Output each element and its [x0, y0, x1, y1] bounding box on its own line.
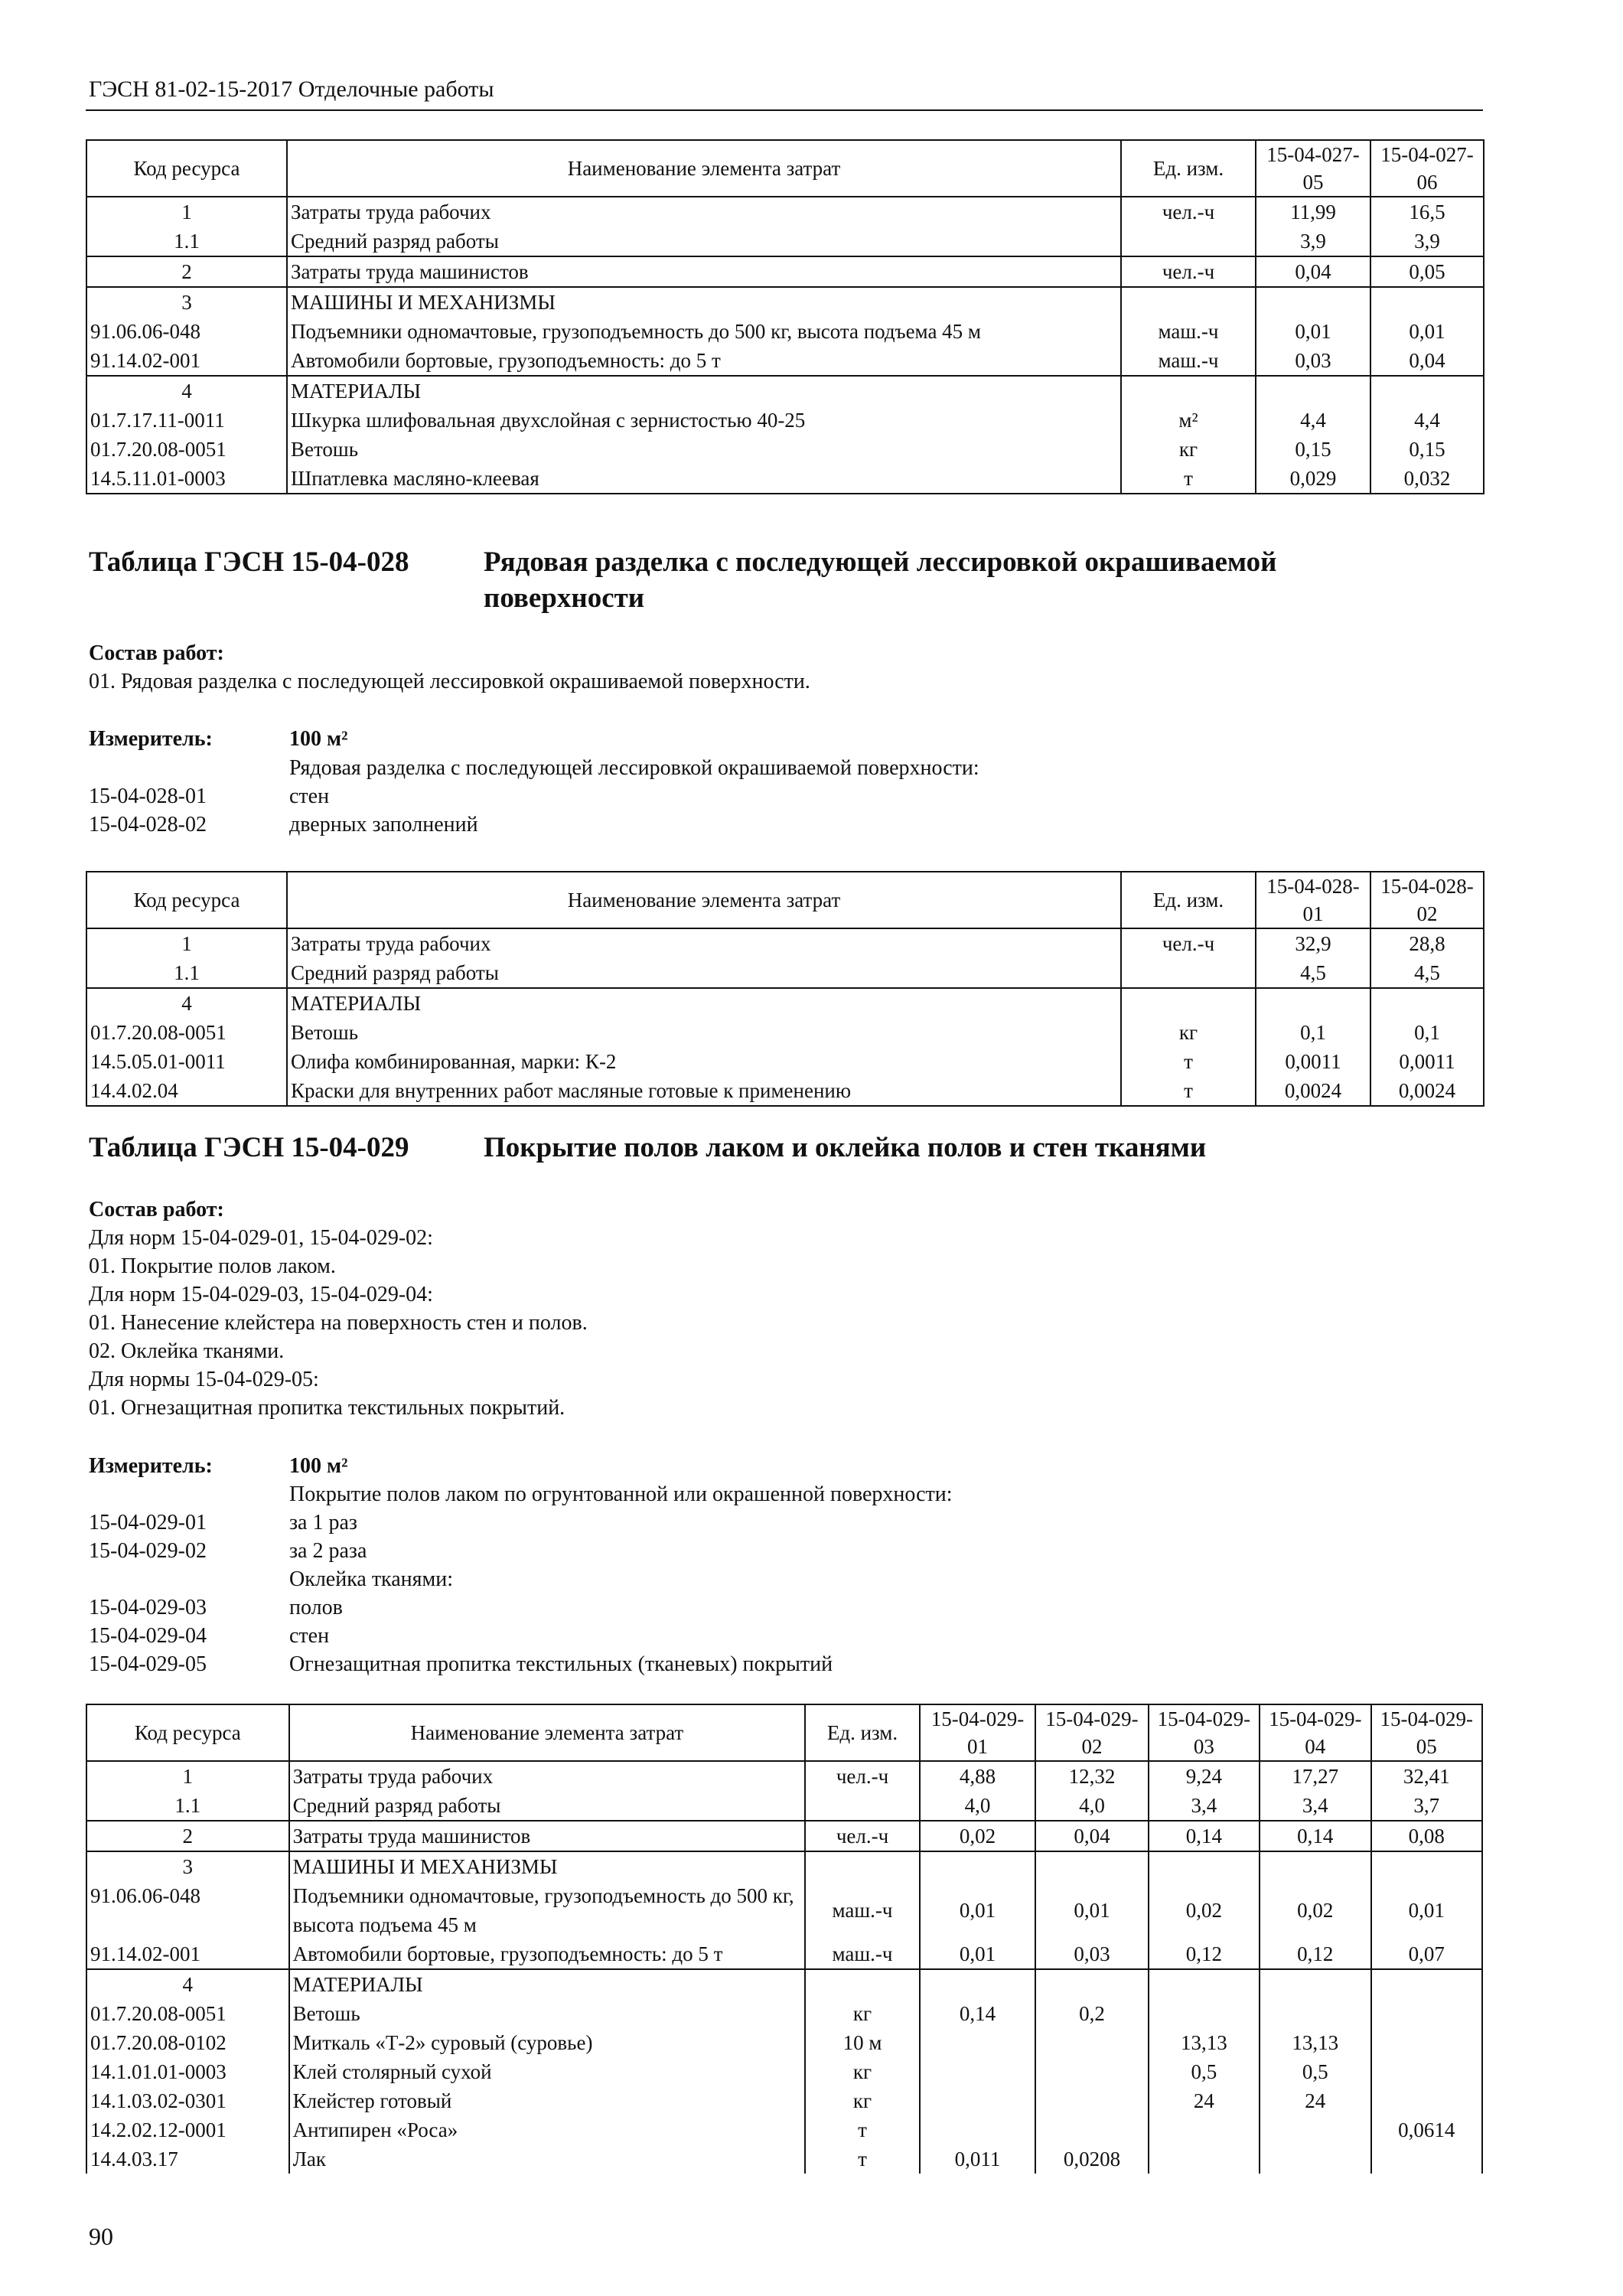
cell-unit: т: [1121, 464, 1256, 494]
cell-code: 2: [86, 256, 287, 287]
cell-value: 0,01: [1035, 1881, 1148, 1939]
norm-desc: Огнезащитная пропитка текстильных (тканевых) покрытий: [289, 1652, 833, 1676]
cell-code: 14.4.02.04: [86, 1076, 287, 1106]
cell-unit: 10 м: [805, 2028, 919, 2057]
cell-value: 32,9: [1256, 928, 1370, 958]
cell-value: 0,0208: [1035, 2144, 1148, 2174]
sostav-label-029: Состав работ:: [89, 1198, 224, 1221]
col-header-norm: 15-04-027-06: [1370, 140, 1484, 197]
cell-value: 9,24: [1149, 1761, 1260, 1791]
cell-code: 1: [86, 197, 287, 227]
cell-unit: маш.-ч: [1121, 317, 1256, 346]
cell-value: 32,41: [1371, 1761, 1482, 1791]
cell-name: Лак: [289, 2144, 806, 2174]
cell-value: 0,0011: [1370, 1047, 1484, 1076]
col-header-code: Код ресурса: [86, 872, 287, 928]
cell-value: 0,0011: [1256, 1047, 1370, 1076]
table-label-029: Таблица ГЭСН 15-04-029: [89, 1132, 409, 1163]
sostav-line: 01. Нанесение клейстера на поверхность стен и полов.: [89, 1311, 588, 1335]
cell-unit: [805, 1969, 919, 1999]
table-row: [86, 346, 1484, 376]
cell-value: [1149, 1851, 1260, 1881]
cell-value: [1260, 1999, 1370, 2028]
cell-value: [1260, 1851, 1370, 1881]
col-header-unit: Ед. изм.: [1121, 872, 1256, 928]
cell-code: 3: [86, 1851, 289, 1881]
cell-code: 14.1.01.01-0003: [86, 2057, 289, 2086]
col-header-norm: 15-04-029-01: [920, 1704, 1035, 1761]
table-row: [86, 287, 1484, 317]
cell-section: МАТЕРИАЛЫ: [289, 1969, 806, 1999]
cell-value: [1371, 2028, 1482, 2057]
page-header: ГЭСН 81-02-15-2017 Отделочные работы: [89, 77, 494, 102]
cell-value: 0,02: [1260, 1881, 1370, 1939]
cell-value: 0,14: [1260, 1821, 1370, 1851]
norm-desc: за 1 раз: [289, 1511, 357, 1534]
cell-value: [1035, 2086, 1148, 2115]
cell-value: 11,99: [1256, 197, 1370, 227]
cell-value: [1370, 287, 1484, 317]
cell-section: МАТЕРИАЛЫ: [287, 376, 1121, 406]
cell-value: 0,2: [1035, 1999, 1148, 2028]
cell-unit: кг: [1121, 1018, 1256, 1047]
col-header-name: Наименование элемента затрат: [289, 1704, 806, 1761]
cell-value: 13,13: [1149, 2028, 1260, 2057]
norm-desc: за 2 раза: [289, 1539, 367, 1563]
cell-value: [1260, 2115, 1370, 2144]
cell-value: 0,1: [1370, 1018, 1484, 1047]
cell-code: 4: [86, 376, 287, 406]
cell-value: 0,12: [1260, 1939, 1370, 1969]
cell-value: 3,7: [1371, 1791, 1482, 1821]
cell-value: 0,02: [920, 1821, 1035, 1851]
cell-value: 0,01: [1370, 317, 1484, 346]
cell-value: 4,0: [1035, 1791, 1148, 1821]
cell-value: 3,4: [1149, 1791, 1260, 1821]
cell-value: 16,5: [1370, 197, 1484, 227]
cell-code: 4: [86, 1969, 289, 1999]
cell-value: 0,03: [1256, 346, 1370, 376]
table-row: [86, 1881, 1482, 1939]
cell-value: 0,15: [1370, 435, 1484, 464]
cell-value: 0,15: [1256, 435, 1370, 464]
cell-value: [1371, 1999, 1482, 2028]
cell-value: [1371, 2086, 1482, 2115]
cell-value: 0,0024: [1370, 1076, 1484, 1106]
cell-value: [1149, 1999, 1260, 2028]
cell-code: 01.7.20.08-0051: [86, 1999, 289, 2028]
resource-table-027: [86, 139, 1484, 494]
table-row: [86, 1761, 1482, 1791]
cell-value: 0,14: [1149, 1821, 1260, 1851]
col-header-unit: Ед. изм.: [1121, 140, 1256, 197]
cell-unit: чел.-ч: [1121, 256, 1256, 287]
table-row: [86, 1047, 1484, 1076]
izmeritel-value-029: 100 м²: [289, 1454, 348, 1478]
table-title-029: Покрытие полов лаком и оклейка полов и стен тканями: [484, 1132, 1207, 1163]
table-row: [86, 1821, 1482, 1851]
cell-value: 4,4: [1370, 406, 1484, 435]
cell-name: Средний разряд работы: [287, 958, 1121, 988]
cell-code: 2: [86, 1821, 289, 1851]
table-row: [86, 1969, 1482, 1999]
norm-desc: Рядовая разделка с последующей лессировкой окрашиваемой поверхности:: [289, 756, 979, 780]
cell-value: 0,01: [920, 1881, 1035, 1939]
table-row: [86, 2144, 1482, 2174]
cell-unit: чел.-ч: [805, 1761, 919, 1791]
cell-value: 28,8: [1370, 928, 1484, 958]
cell-code: 91.06.06-048: [86, 1881, 289, 1939]
cell-section: МАТЕРИАЛЫ: [287, 988, 1121, 1018]
cell-unit: [805, 1851, 919, 1881]
cell-value: [1256, 376, 1370, 406]
table-row: [86, 406, 1484, 435]
cell-value: 24: [1260, 2086, 1370, 2115]
cell-code: 14.1.03.02-0301: [86, 2086, 289, 2115]
cell-unit: маш.-ч: [805, 1939, 919, 1969]
cell-value: 4,0: [920, 1791, 1035, 1821]
table-row: [86, 197, 1484, 227]
cell-code: 1: [86, 1761, 289, 1791]
cell-value: 24: [1149, 2086, 1260, 2115]
cell-name: Шкурка шлифовальная двухслойная с зернистостью 40-25: [287, 406, 1121, 435]
table-row: [86, 1076, 1484, 1106]
cell-value: 3,9: [1370, 227, 1484, 256]
table-row: [86, 1018, 1484, 1047]
col-header-name: Наименование элемента затрат: [287, 140, 1121, 197]
cell-unit: маш.-ч: [1121, 346, 1256, 376]
cell-value: [1371, 1851, 1482, 1881]
table-row: [86, 376, 1484, 406]
norm-code: 15-04-028-01: [89, 784, 207, 808]
table-row: [86, 2028, 1482, 2057]
cell-value: [1370, 988, 1484, 1018]
cell-value: 0,12: [1149, 1939, 1260, 1969]
col-header-norm: 15-04-028-02: [1370, 872, 1484, 928]
norm-desc: Покрытие полов лаком по огрунтованной или окрашенной поверхности:: [289, 1482, 953, 1506]
cell-unit: [1121, 376, 1256, 406]
cell-unit: кг: [805, 1999, 919, 2028]
cell-value: 0,04: [1035, 1821, 1148, 1851]
cell-value: 0,029: [1256, 464, 1370, 494]
cell-value: 0,08: [1371, 1821, 1482, 1851]
cell-value: 4,88: [920, 1761, 1035, 1791]
izmeritel-label-029: Измеритель:: [89, 1454, 213, 1478]
col-header-norm: 15-04-029-02: [1035, 1704, 1148, 1761]
cell-value: [1035, 2057, 1148, 2086]
col-header-name: Наименование элемента затрат: [287, 872, 1121, 928]
cell-value: [1035, 1851, 1148, 1881]
cell-name: Подъемники одномачтовые, грузоподъемность до 500 кг, высота подъема 45 м: [289, 1881, 806, 1939]
cell-value: [1371, 2144, 1482, 2174]
sostav-label-028: Состав работ:: [89, 641, 224, 665]
cell-value: 0,07: [1371, 1939, 1482, 1969]
cell-code: 91.06.06-048: [86, 317, 287, 346]
table-row: [86, 958, 1484, 988]
cell-value: [920, 1851, 1035, 1881]
cell-value: [920, 2086, 1035, 2115]
cell-value: 4,5: [1370, 958, 1484, 988]
col-header-norm: 15-04-028-01: [1256, 872, 1370, 928]
sostav-line: 01. Покрытие полов лаком.: [89, 1254, 336, 1278]
cell-unit: [1121, 988, 1256, 1018]
cell-unit: маш.-ч: [805, 1881, 919, 1939]
cell-value: [920, 1969, 1035, 1999]
cell-value: [1035, 2028, 1148, 2057]
cell-value: [1256, 988, 1370, 1018]
cell-value: 0,011: [920, 2144, 1035, 2174]
cell-value: [1260, 1969, 1370, 1999]
cell-unit: т: [1121, 1076, 1256, 1106]
cell-name: Средний разряд работы: [287, 227, 1121, 256]
resource-table-029: [86, 1704, 1483, 2174]
cell-unit: м²: [1121, 406, 1256, 435]
izmeritel-value-028: 100 м²: [289, 727, 348, 751]
cell-value: 3,9: [1256, 227, 1370, 256]
cell-value: [1035, 2115, 1148, 2144]
cell-value: [1260, 2144, 1370, 2174]
cell-code: 14.5.05.01-0011: [86, 1047, 287, 1076]
cell-value: 0,01: [1256, 317, 1370, 346]
table-row: [86, 928, 1484, 958]
cell-value: 12,32: [1035, 1761, 1148, 1791]
table-row: [86, 1939, 1482, 1969]
cell-name: Клейстер готовый: [289, 2086, 806, 2115]
cell-name: Затраты труда машинистов: [287, 256, 1121, 287]
col-header-unit: Ед. изм.: [805, 1704, 919, 1761]
cell-value: 0,14: [920, 1999, 1035, 2028]
cell-code: 1.1: [86, 227, 287, 256]
table-title-028-line2: поверхности: [484, 582, 645, 614]
cell-value: [1149, 1969, 1260, 1999]
cell-code: 01.7.20.08-0051: [86, 1018, 287, 1047]
cell-value: [1149, 2144, 1260, 2174]
cell-code: 1: [86, 928, 287, 958]
cell-name: Затраты труда рабочих: [287, 928, 1121, 958]
cell-unit: чел.-ч: [805, 1821, 919, 1851]
cell-code: 01.7.20.08-0051: [86, 435, 287, 464]
cell-value: [920, 2115, 1035, 2144]
col-header-code: Код ресурса: [86, 1704, 289, 1761]
page-number: 90: [89, 2223, 113, 2250]
cell-name: Шпатлевка масляно-клеевая: [287, 464, 1121, 494]
cell-name: Антипирен «Роса»: [289, 2115, 806, 2144]
cell-value: [1035, 1969, 1148, 1999]
cell-name: Средний разряд работы: [289, 1791, 806, 1821]
col-header-norm: 15-04-029-05: [1371, 1704, 1482, 1761]
cell-value: 3,4: [1260, 1791, 1370, 1821]
sostav-line: 02. Оклейка тканями.: [89, 1339, 285, 1363]
table-row: [86, 464, 1484, 494]
table-row: [86, 1999, 1482, 2028]
cell-name: Ветошь: [287, 1018, 1121, 1047]
cell-value: 0,0024: [1256, 1076, 1370, 1106]
table-row: [86, 2115, 1482, 2144]
cell-value: 0,01: [920, 1939, 1035, 1969]
cell-unit: [805, 1791, 919, 1821]
cell-name: Автомобили бортовые, грузоподъемность: до 5 т: [287, 346, 1121, 376]
table-row: [86, 317, 1484, 346]
cell-section: МАШИНЫ И МЕХАНИЗМЫ: [289, 1851, 806, 1881]
table-row: [86, 2057, 1482, 2086]
table-row: [86, 1791, 1482, 1821]
cell-value: [1256, 287, 1370, 317]
cell-value: 17,27: [1260, 1761, 1370, 1791]
cell-name: Подъемники одномачтовые, грузоподъемность до 500 кг, высота подъема 45 м: [287, 317, 1121, 346]
col-header-norm: 15-04-027-05: [1256, 140, 1370, 197]
cell-unit: кг: [805, 2057, 919, 2086]
norm-code: 15-04-029-01: [89, 1511, 207, 1534]
cell-name: Олифа комбинированная, марки: К-2: [287, 1047, 1121, 1076]
cell-value: 0,5: [1149, 2057, 1260, 2086]
norm-desc: дверных заполнений: [289, 813, 478, 837]
cell-value: 0,04: [1256, 256, 1370, 287]
cell-value: 0,03: [1035, 1939, 1148, 1969]
col-header-code: Код ресурса: [86, 140, 287, 197]
table-label-028: Таблица ГЭСН 15-04-028: [89, 546, 409, 578]
cell-unit: [1121, 227, 1256, 256]
cell-code: 1.1: [86, 1791, 289, 1821]
cell-code: 1.1: [86, 958, 287, 988]
cell-value: 13,13: [1260, 2028, 1370, 2057]
cell-unit: [1121, 287, 1256, 317]
cell-section: МАШИНЫ И МЕХАНИЗМЫ: [287, 287, 1121, 317]
sostav-line: Для норм 15-04-029-03, 15-04-029-04:: [89, 1283, 433, 1306]
cell-unit: чел.-ч: [1121, 928, 1256, 958]
table-title-028-line1: Рядовая разделка с последующей лессировкой окрашиваемой: [484, 546, 1277, 578]
cell-value: 0,02: [1149, 1881, 1260, 1939]
norm-code: 15-04-029-03: [89, 1596, 207, 1619]
norm-code: 15-04-029-02: [89, 1539, 207, 1563]
cell-unit: кг: [805, 2086, 919, 2115]
cell-value: 0,01: [1371, 1881, 1482, 1939]
cell-code: 4: [86, 988, 287, 1018]
resource-table-028: [86, 871, 1484, 1107]
col-header-norm: 15-04-029-04: [1260, 1704, 1370, 1761]
norm-desc: стен: [289, 1624, 330, 1648]
cell-code: 14.5.11.01-0003: [86, 464, 287, 494]
cell-code: 01.7.17.11-0011: [86, 406, 287, 435]
cell-value: [920, 2028, 1035, 2057]
cell-value: 0,5: [1260, 2057, 1370, 2086]
sostav-line: 01. Огнезащитная пропитка текстильных покрытий.: [89, 1396, 565, 1420]
cell-value: 0,032: [1370, 464, 1484, 494]
norm-desc: полов: [289, 1596, 343, 1619]
cell-name: Краски для внутренних работ масляные готовые к применению: [287, 1076, 1121, 1106]
table-row: [86, 988, 1484, 1018]
norm-desc: стен: [289, 784, 330, 808]
cell-value: [1149, 2115, 1260, 2144]
table-row: [86, 227, 1484, 256]
cell-name: Ветошь: [287, 435, 1121, 464]
cell-unit: т: [805, 2144, 919, 2174]
table-row: [86, 435, 1484, 464]
cell-code: 14.2.02.12-0001: [86, 2115, 289, 2144]
cell-value: 4,5: [1256, 958, 1370, 988]
norm-code: 15-04-029-04: [89, 1624, 207, 1648]
cell-unit: кг: [1121, 435, 1256, 464]
cell-name: Миткаль «Т-2» суровый (суровье): [289, 2028, 806, 2057]
table-row: [86, 256, 1484, 287]
sostav-line: Для норм 15-04-029-01, 15-04-029-02:: [89, 1226, 433, 1250]
cell-unit: [1121, 958, 1256, 988]
cell-value: [1370, 376, 1484, 406]
cell-code: 91.14.02-001: [86, 1939, 289, 1969]
cell-code: 14.4.03.17: [86, 2144, 289, 2174]
cell-name: Автомобили бортовые, грузоподъемность: до 5 т: [289, 1939, 806, 1969]
norm-code: 15-04-028-02: [89, 813, 207, 837]
header-rule: [86, 109, 1483, 111]
cell-value: 0,1: [1256, 1018, 1370, 1047]
sostav-line: 01. Рядовая разделка с последующей лессировкой окрашиваемой поверхности.: [89, 670, 810, 693]
cell-name: Ветошь: [289, 1999, 806, 2028]
cell-unit: т: [805, 2115, 919, 2144]
cell-name: Затраты труда машинистов: [289, 1821, 806, 1851]
cell-value: 4,4: [1256, 406, 1370, 435]
cell-value: [1371, 1969, 1482, 1999]
sostav-line: Для нормы 15-04-029-05:: [89, 1368, 319, 1391]
table-row: [86, 2086, 1482, 2115]
izmeritel-label-028: Измеритель:: [89, 727, 213, 751]
cell-unit: чел.-ч: [1121, 197, 1256, 227]
cell-value: [920, 2057, 1035, 2086]
cell-name: Затраты труда рабочих: [289, 1761, 806, 1791]
cell-value: 0,0614: [1371, 2115, 1482, 2144]
norm-code: 15-04-029-05: [89, 1652, 207, 1676]
cell-value: [1371, 2057, 1482, 2086]
col-header-norm: 15-04-029-03: [1149, 1704, 1260, 1761]
cell-unit: т: [1121, 1047, 1256, 1076]
cell-code: 91.14.02-001: [86, 346, 287, 376]
cell-name: Клей столярный сухой: [289, 2057, 806, 2086]
cell-name: Затраты труда рабочих: [287, 197, 1121, 227]
table-row: [86, 1851, 1482, 1881]
cell-value: 0,05: [1370, 256, 1484, 287]
norm-desc: Оклейка тканями:: [289, 1567, 454, 1591]
cell-code: 3: [86, 287, 287, 317]
cell-code: 01.7.20.08-0102: [86, 2028, 289, 2057]
cell-value: 0,04: [1370, 346, 1484, 376]
